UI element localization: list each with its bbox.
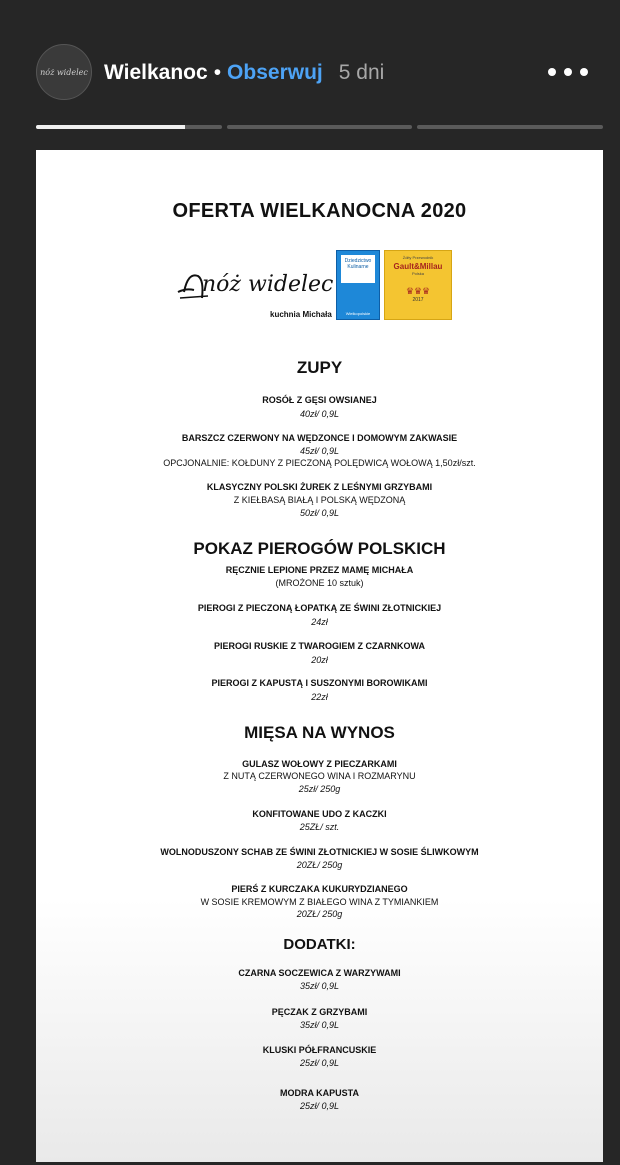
menu-item-name: PIEROGI Z PIECZONĄ ŁOPATKĄ ZE ŚWINI ZŁOTNICKIEJ — [197, 603, 442, 613]
story-progress-bar — [36, 125, 603, 129]
progress-segment-3 — [417, 125, 603, 129]
menu-item-price: 20ZŁ/ 250g — [296, 860, 343, 870]
menu-item-price: 20zł — [311, 655, 328, 665]
section-heading-zupy: ZUPY — [296, 358, 343, 377]
menu-item-name: ROSÓŁ Z GĘSI OWSIANEJ — [262, 395, 377, 405]
menu-item-line2: W SOSIE KREMOWYM Z BIAŁEGO WINA Z TYMIANKIEM — [200, 897, 439, 907]
menu-document — [36, 150, 603, 1162]
heritage-badge — [336, 250, 380, 320]
menu-item-name: BARSZCZ CZERWONY NA WĘDZONCE I DOMOWYM ZAKWASIE — [181, 433, 458, 443]
pierogi-subnote: (MROŻONE 10 sztuk) — [275, 578, 364, 588]
gault-millau-badge — [384, 250, 452, 320]
story-title-row — [104, 58, 384, 88]
menu-item-price: 25zł/ 0,9L — [299, 1101, 340, 1111]
gm-badge-top: Żółty Przewodnik — [402, 255, 434, 260]
menu-item-note: OPCJONALNIE: KOŁDUNY Z PIECZONĄ POLĘDWICĄ WOŁOWĄ 1,50zł/szt. — [163, 458, 476, 468]
menu-item-price: 35zł/ 0,9L — [299, 1020, 340, 1030]
menu-item-name: MODRA KAPUSTA — [280, 1088, 359, 1098]
menu-item-name: WOLNODUSZONY SCHAB ZE ŚWINI ZŁOTNICKIEJ W SOSIE ŚLIWKOWYM — [160, 847, 479, 857]
pierogi-subheading: RĘCZNIE LEPIONE PRZEZ MAMĘ MICHAŁA — [225, 565, 414, 575]
menu-item-price: 45zł/ 0,9L — [299, 446, 340, 456]
heritage-badge-region: Wielkopolskie — [345, 311, 371, 316]
menu-item-name: PIEROGI RUSKIE Z TWAROGIEM Z CZARNKOWA — [214, 641, 425, 651]
menu-item-line2: Z KIEŁBASĄ BIAŁĄ I POLSKĄ WĘDZONĄ — [233, 495, 406, 505]
avatar-logo-text: nóż widelec — [40, 67, 88, 77]
logo-name: nóż widelec — [202, 272, 334, 297]
gm-badge-year: 2017 — [412, 297, 424, 303]
progress-segment-2 — [227, 125, 413, 129]
menu-item-name: KLUSKI PÓŁFRANCUSKIE — [262, 1045, 377, 1055]
separator-dot: • — [213, 61, 222, 84]
section-heading-dodatki: DODATKI: — [283, 936, 356, 953]
menu-item-name: PĘCZAK Z GRZYBAMI — [271, 1007, 368, 1017]
story-timestamp: 5 dni — [338, 61, 385, 84]
gm-badge-main: Gault&Millau — [393, 262, 443, 271]
menu-item-price: 25zł/ 0,9L — [299, 1058, 340, 1068]
logo-subtitle: kuchnia Michała — [270, 310, 332, 319]
menu-item-name: PIERŚ Z KURCZAKA KUKURYDZIANEGO — [231, 884, 408, 894]
menu-item-name: KONFITOWANE UDO Z KACZKI — [252, 809, 387, 819]
logo-area — [174, 250, 474, 322]
more-options-icon[interactable] — [548, 62, 588, 82]
account-avatar[interactable] — [36, 44, 92, 100]
menu-item-line2: Z NUTĄ CZERWONEGO WINA I ROZMARYNU — [223, 771, 416, 781]
chef-toque-icon: ♛♛♛ — [405, 286, 431, 296]
menu-item-price: 25zł/ 250g — [298, 784, 341, 794]
menu-item-name: PIEROGI Z KAPUSTĄ I SUSZONYMI BOROWIKAMI — [211, 678, 428, 688]
menu-item-price: 24zł — [311, 617, 328, 627]
menu-item-price: 50zł/ 0,9L — [299, 508, 340, 518]
menu-item-name: KLASYCZNY POLSKI ŻUREK Z LEŚNYMI GRZYBAMI — [206, 482, 433, 492]
gm-badge-country: Polska — [411, 271, 424, 276]
menu-item-name: CZARNA SOCZEWICA Z WARZYWAMI — [238, 968, 401, 978]
story-header — [0, 0, 620, 125]
menu-item-name: GULASZ WOŁOWY Z PIECZARKAMI — [242, 759, 397, 769]
heritage-badge-label: Dziedzictwo Kulinarne — [341, 255, 375, 283]
section-heading-miesa: MIĘSA NA WYNOS — [244, 723, 395, 742]
menu-item-price: 35zł/ 0,9L — [299, 981, 340, 991]
menu-title: OFERTA WIELKANOCNA 2020 — [172, 200, 467, 222]
menu-item-price: 20ZŁ/ 250g — [296, 909, 343, 919]
account-name[interactable]: Wielkanoc — [104, 61, 208, 84]
menu-item-price: 22zł — [311, 692, 328, 702]
menu-item-price: 25ZŁ/ szt. — [299, 822, 340, 832]
progress-segment-1 — [36, 125, 222, 129]
menu-item-price: 40zł/ 0,9L — [299, 409, 340, 419]
follow-button[interactable]: Obserwuj — [227, 61, 323, 84]
section-heading-pierogi: POKAZ PIEROGÓW POLSKICH — [193, 539, 446, 558]
